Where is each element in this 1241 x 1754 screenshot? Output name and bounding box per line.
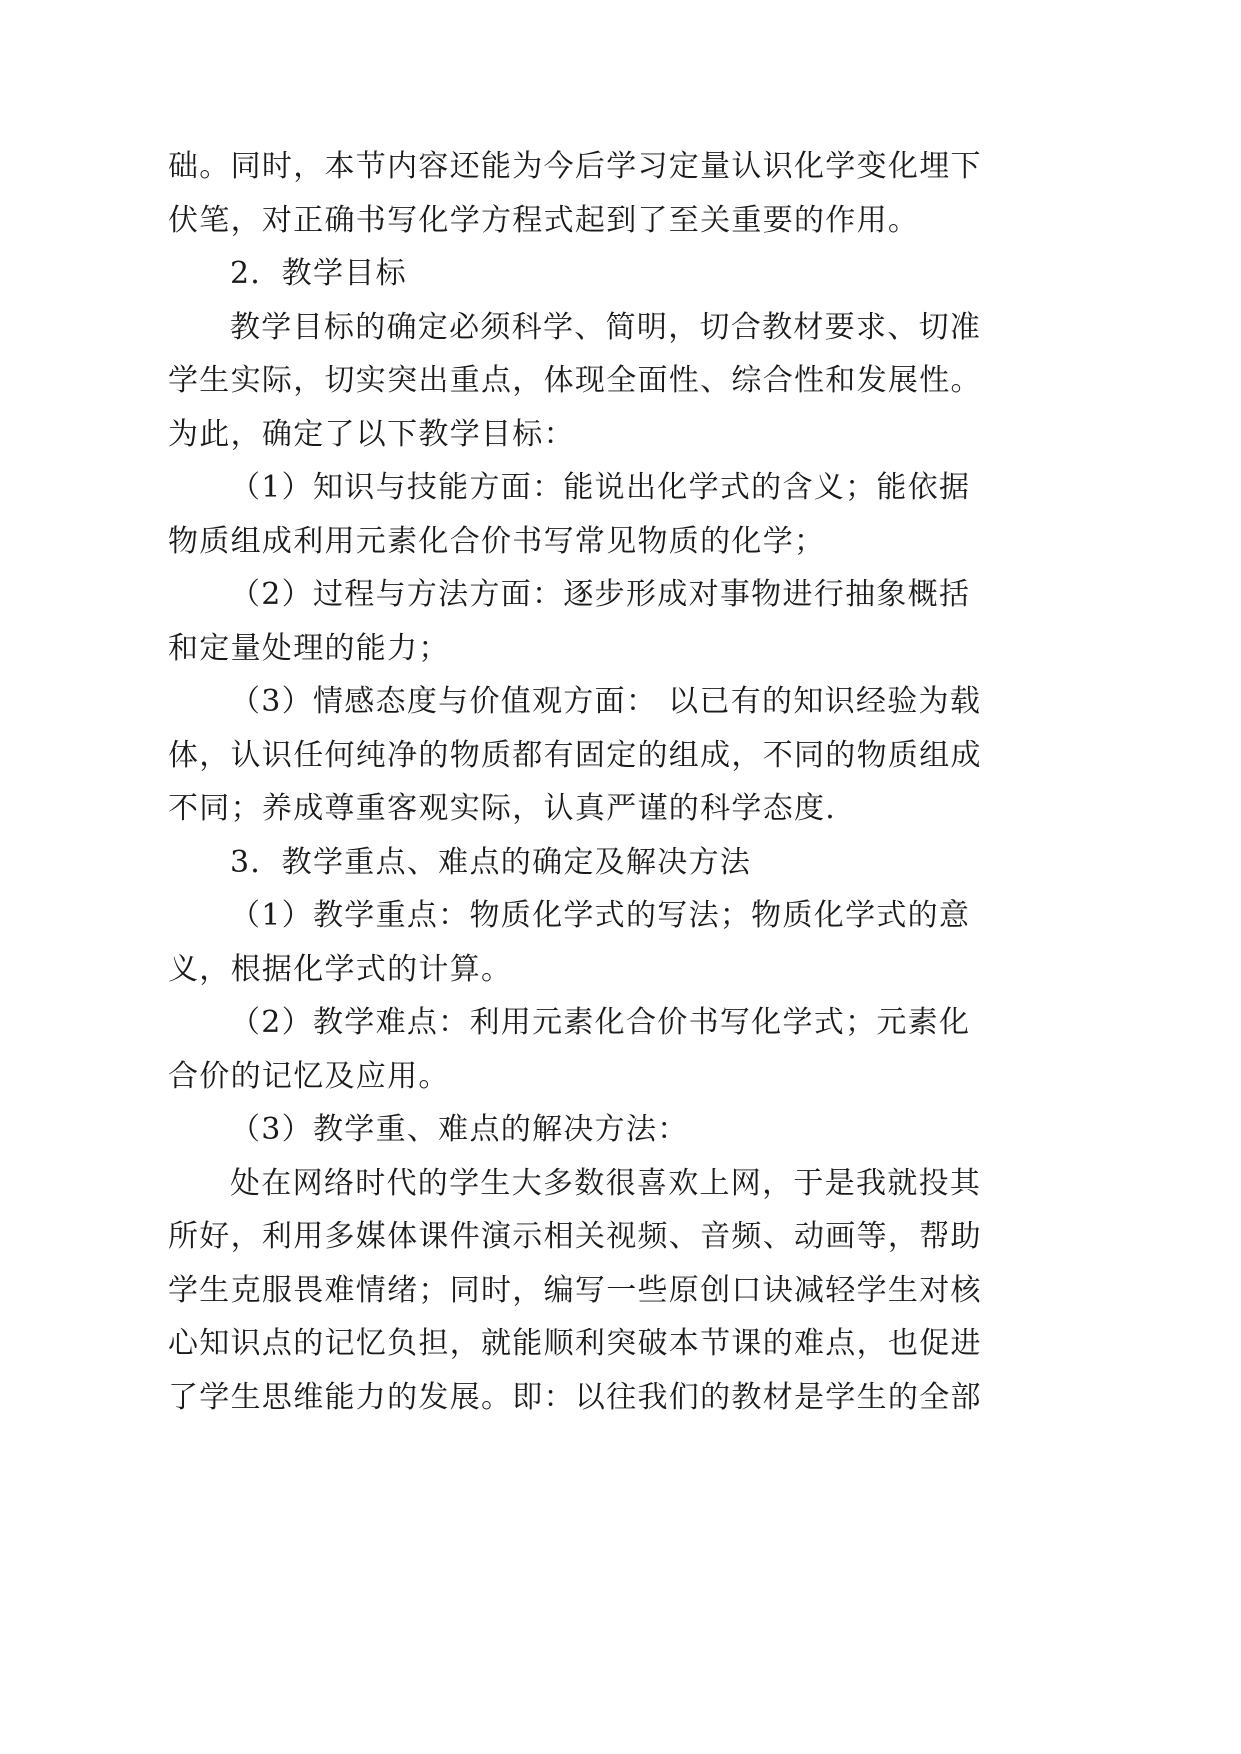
text-line: 物质组成利用元素化合价书写常见物质的化学；: [168, 523, 826, 559]
text-line: 体，认识任何纯净的物质都有固定的组成，不同的物质组成: [168, 737, 982, 773]
list-item-line: （1）教学重点：物质化学式的写法；物质化学式的意: [230, 898, 971, 933]
text-line: 学生实际，切实突出重点，体现全面性、综合性和发展性。: [168, 363, 982, 398]
section-heading: 3．教学重点、难点的确定及解决方法: [230, 844, 752, 880]
list-item-line: （3）教学重、难点的解决方法：: [230, 1112, 689, 1147]
text-line: 学生克服畏难情绪；同时，编写一些原创口诀减轻学生对核: [168, 1272, 982, 1308]
text-line: 为此，确定了以下教学目标：: [168, 416, 575, 452]
text-line: 伏笔，对正确书写化学方程式起到了至关重要的作用。: [168, 202, 920, 238]
text-line: 合价的记忆及应用。: [168, 1058, 450, 1094]
text-line: 义，根据化学式的计算。: [168, 951, 513, 987]
list-item-line: （3）情感态度与价值观方面： 以已有的知识经验为载: [230, 684, 982, 719]
text-line: 心知识点的记忆负担，就能顺利突破本节课的难点，也促进: [168, 1326, 982, 1361]
list-item-line: （2）教学难点：利用元素化合价书写化学式；元素化: [230, 1005, 971, 1040]
text-line: 所好，利用多媒体课件演示相关视频、音频、动画等，帮助: [168, 1219, 982, 1254]
document-body: [168, 140, 982, 1424]
text-line: 和定量处理的能力；: [168, 630, 450, 666]
text-line: 了学生思维能力的发展。即：以往我们的教材是学生的全部: [168, 1379, 982, 1415]
text-line: 处在网络时代的学生大多数很喜欢上网，于是我就投其: [230, 1165, 982, 1201]
list-item-line: （2）过程与方法方面：逐步形成对事物进行抽象概括: [230, 577, 971, 612]
section-heading: 2．教学目标: [230, 256, 407, 291]
text-line: 教学目标的确定必须科学、简明，切合教材要求、切准: [230, 309, 982, 345]
text-line: 础。同时，本节内容还能为今后学习定量认识化学变化埋下: [168, 149, 982, 184]
text-line: 不同；养成尊重客观实际，认真严谨的科学态度.: [168, 791, 837, 826]
list-item-line: （1）知识与技能方面：能说出化学式的含义；能依据: [230, 470, 971, 505]
